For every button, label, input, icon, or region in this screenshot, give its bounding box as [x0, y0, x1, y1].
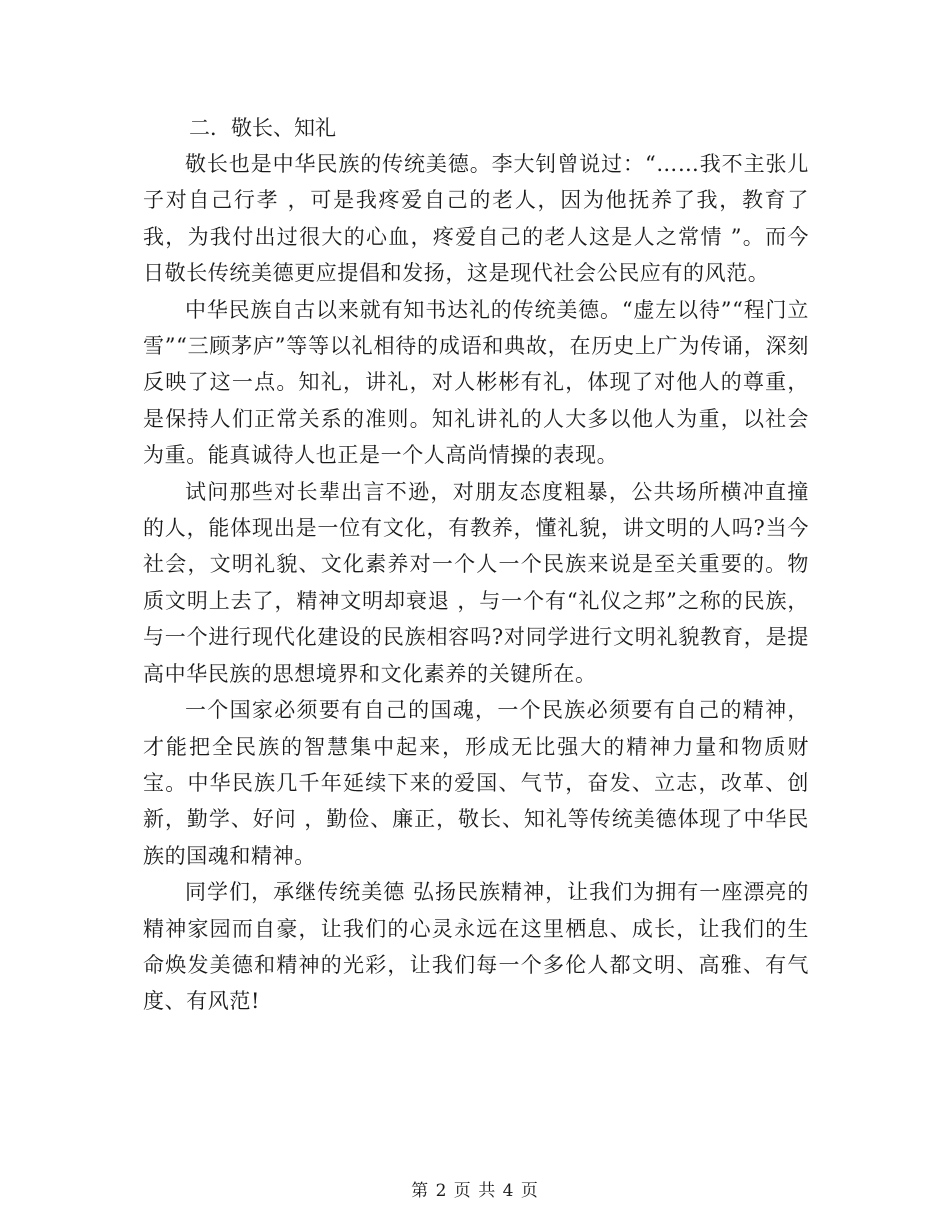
paragraph-closing: 同学们，承继传统美德 弘扬民族精神，让我们为拥有一座漂亮的精神家园而自豪，让我们的心灵永远在这里栖息、成长，让我们的生命焕发美德和精神的光彩，让我们每一个多伦人都文明、高雅、有气度、有风范! [143, 880, 809, 1014]
document-body [143, 110, 809, 1020]
paragraph-national-spirit: 一个国家必须要有自己的国魂，一个民族必须要有自己的精神，才能把全民族的智慧集中起来，形成无比强大的精神力量和物质财宝。中华民族几千年延续下来的爱国、气节，奋发、立志，改革、创新，勤学、好问 ，勤俭、廉正，敬长、知礼等传统美德体现了中华民族的国魂和精神。 [143, 698, 809, 868]
section-heading: 二．敬长、知礼 [189, 116, 336, 140]
page-number: 第 2 页 共 4 页 [411, 1181, 539, 1201]
paragraph-etiquette: 中华民族自古以来就有知书达礼的传统美德。“虚左以待”“程门立雪”“三顾茅庐”等等以礼相待的成语和典故，在历史上广为传诵，深刻反映了这一点。知礼，讲礼，对人彬彬有礼，体现了对他人的尊重，是保持人们正常关系的准则。知礼讲礼的人大多以他人为重，以社会为重。能真诚待人也正是一个人高尚情操的表现。 [143, 297, 809, 468]
paragraph-respect-elders: 敬长也是中华民族的传统美德。李大钊曾说过：“……我不主张儿子对自己行孝 ，可是我疼爱自己的老人，因为他抚养了我，教育了我，为我付出过很大的心血，疼爱自己的老人这是人之常情 ”。而今日敬长传统美德更应提倡和发扬，这是现代社会公民应有的风范。 [143, 152, 809, 286]
paragraph-civility: 试问那些对长辈出言不逊，对朋友态度粗暴，公共场所横冲直撞的人，能体现出是一位有文化，有教养，懂礼貌，讲文明的人吗?当今社会，文明礼貌、文化素养对一个人一个民族来说是至关重要的。物质文明上去了，精神文明却衰退 ，与一个有“礼仪之邦”之称的民族，与一个进行现代化建设的民族相容吗?对同学进行文明礼貌教育，是提高中华民族的思想境界和文化素养的关键所在。 [143, 479, 809, 686]
